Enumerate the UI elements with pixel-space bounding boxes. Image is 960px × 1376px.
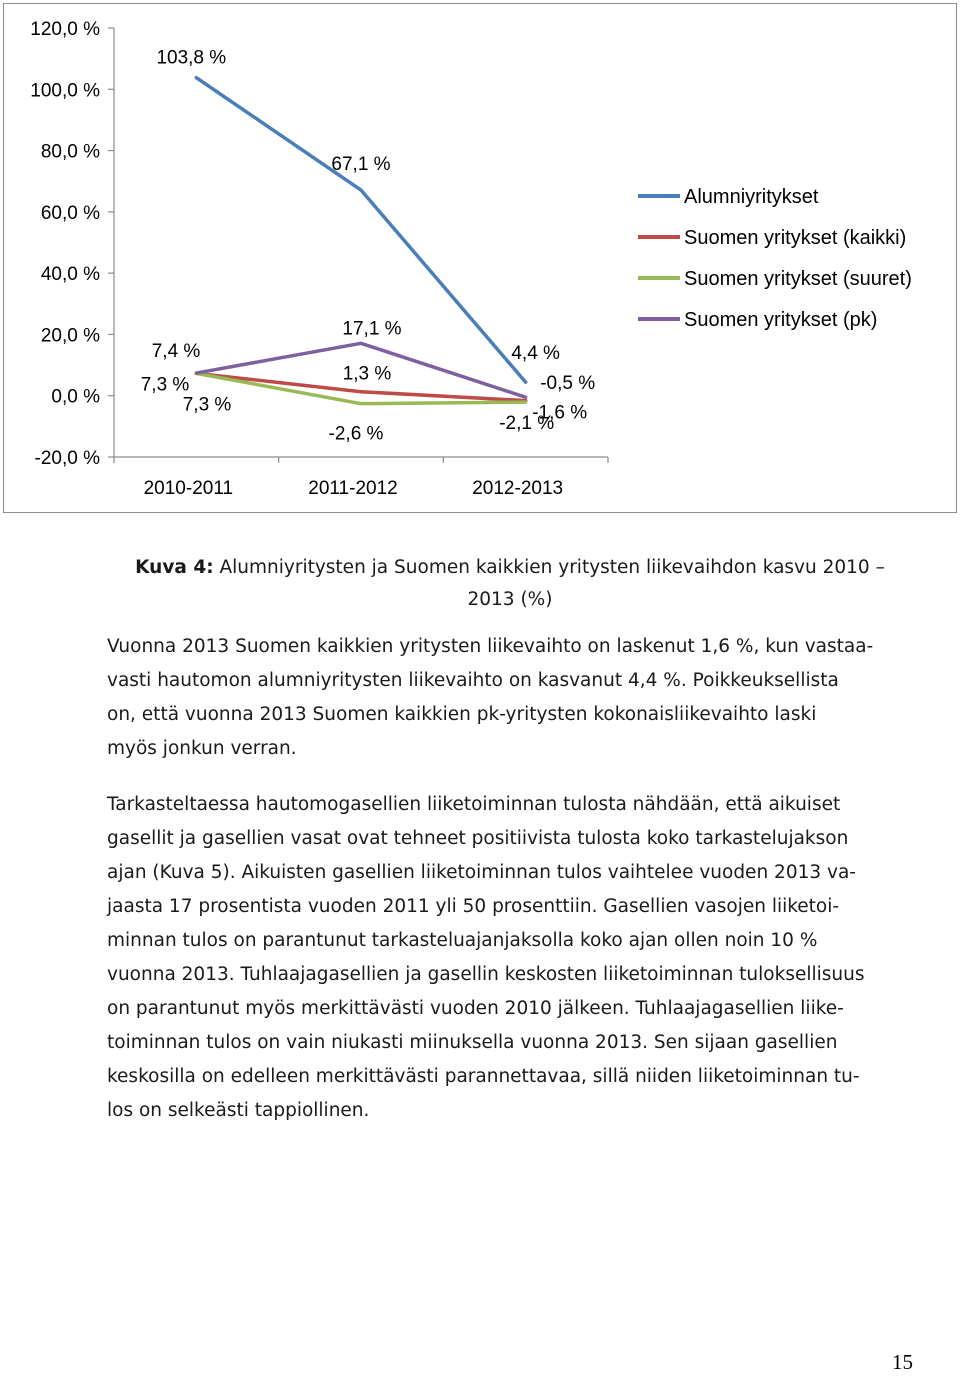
paragraph-line: gasellit ja gasellien vasat ovat tehneet positiivista tulosta koko tarkastelujakson [107,828,849,849]
data-label: 7,3 % [140,374,190,396]
y-tick-label: 60,0 % [40,202,100,224]
y-tick-label: 40,0 % [40,264,100,286]
paragraph-2 [107,788,912,1128]
line-chart [4,4,958,514]
y-tick-label: 120,0 % [30,19,100,40]
data-label: 4,4 % [511,343,560,365]
data-label: 7,4 % [151,341,201,363]
data-label: 7,3 % [182,394,232,416]
paragraph-line: vuonna 2013. Tuhlaajagasellien ja gasellin keskosten liiketoiminnan tuloksellisuus [107,964,865,985]
paragraph-line: myös jonkun verran. [107,738,297,759]
data-label: -1,6 % [532,402,588,424]
paragraph-line: ajan (Kuva 5). Aikuisten gasellien liiketoiminnan tulos vaihtelee vuoden 2013 va- [107,862,856,883]
paragraph-line: on, että vuonna 2013 Suomen kaikkien pk-yritysten kokonaisliikevaihto laski [107,704,817,725]
caption-text-line-1: Alumniyritysten ja Suomen kaikkien yritysten liikevaihdon kasvu 2010 – [213,557,885,578]
legend-label: Suomen yritykset (kaikki) [684,227,907,249]
paragraph-1 [107,630,912,766]
data-label: 17,1 % [342,318,402,340]
data-label: -2,6 % [328,423,384,445]
x-tick-label: 2012-2013 [472,478,564,499]
paragraph-line: los on selkeästi tappiollinen. [107,1100,370,1121]
data-label: 103,8 % [156,47,227,69]
y-tick-label: 20,0 % [40,325,100,347]
y-tick-label: 0,0 % [51,386,100,408]
legend-label: Suomen yritykset (pk) [684,309,878,331]
legend-label: Suomen yritykset (suuret) [684,268,912,290]
paragraph-line: keskosilla on edelleen merkittävästi parannettavaa, sillä niiden liiketoiminnan tu- [107,1066,860,1087]
page-number: 15 [892,1350,913,1374]
x-tick-label: 2010-2011 [143,478,234,499]
figure-caption [60,552,960,616]
legend-label: Alumniyritykset [684,186,819,208]
data-label: -0,5 % [540,373,596,395]
data-label: 1,3 % [342,363,392,385]
paragraph-line: Tarkasteltaessa hautomogasellien liiketoiminnan tulosta nähdään, että aikuiset [107,794,841,815]
paragraph-line: minnan tulos on parantunut tarkasteluajanjaksolla koko ajan ollen noin 10 % [107,930,818,951]
y-tick-label: 100,0 % [30,80,100,102]
data-label: 67,1 % [331,154,391,176]
paragraph-line: on parantunut myös merkittävästi vuoden 2010 jälkeen. Tuhlaajagasellien liike- [107,998,844,1019]
chart-frame [3,3,957,513]
data-label: -2,1 % [499,413,555,435]
paragraph-line: jaasta 17 prosentista vuoden 2011 yli 50 prosenttiin. Gasellien vasojen liiketoi- [107,896,840,917]
x-tick-label: 2011-2012 [308,478,398,499]
paragraph-line: Vuonna 2013 Suomen kaikkien yritysten liikevaihto on laskenut 1,6 %, kun vastaa- [107,636,874,657]
paragraph-line: toiminnan tulos on vain niukasti miinuksella vuonna 2013. Sen sijaan gasellien [107,1032,838,1053]
y-tick-label: 80,0 % [40,141,100,163]
y-tick-label: -20,0 % [34,448,100,469]
caption-text-line-2: 2013 (%) [467,589,553,610]
caption-label: Kuva 4: [135,557,214,578]
paragraph-line: vasti hautomon alumniyritysten liikevaihto on kasvanut 4,4 %. Poikkeuksellista [107,670,839,691]
